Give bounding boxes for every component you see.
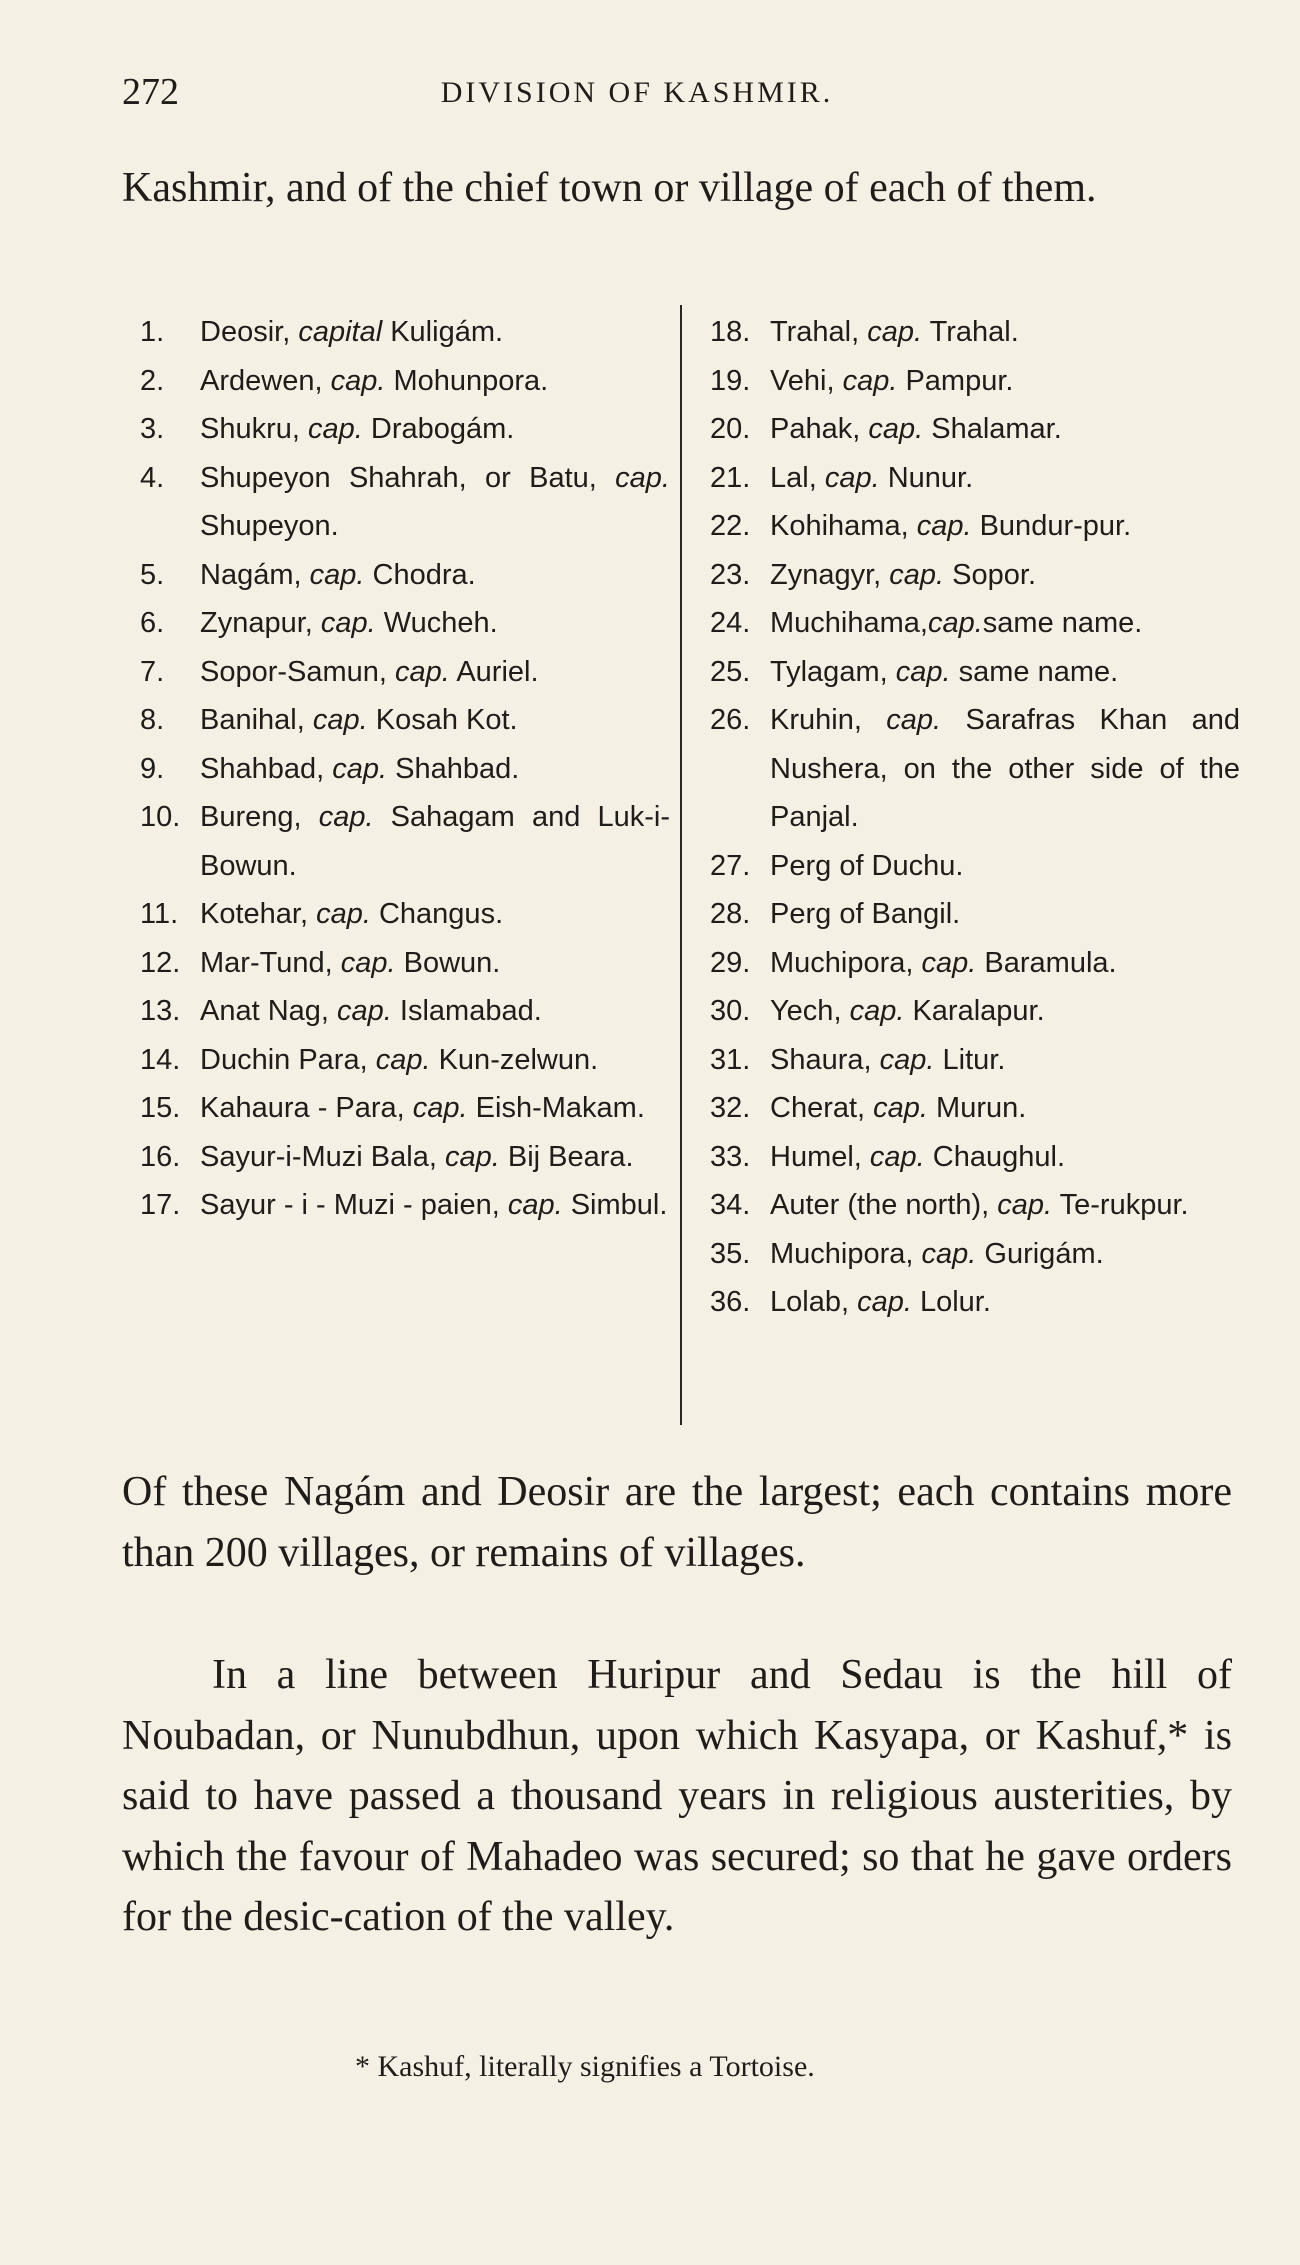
list-item — [710, 1084, 1240, 1133]
list-item-number: 1. — [140, 316, 165, 348]
division-name: Sopor-Samun, — [200, 655, 396, 688]
division-name: Mar-Tund, — [200, 946, 341, 979]
list-item-number: 21. — [710, 461, 751, 494]
list-item-text — [200, 793, 670, 890]
list-item-number: 6. — [140, 607, 165, 639]
list-item-number: 13. — [140, 995, 181, 1027]
list-item — [710, 1036, 1240, 1085]
capital-abbrev: cap. — [332, 752, 388, 785]
list-item-text — [200, 890, 670, 939]
list-item — [710, 405, 1240, 454]
list-item-number: 14. — [140, 1043, 181, 1076]
division-name: Lal, — [770, 461, 825, 494]
list-item-number: 29. — [710, 946, 751, 979]
list-item — [140, 939, 670, 988]
capital-abbrev: cap. — [312, 704, 368, 736]
running-head: DIVISION OF KASHMIR. — [440, 76, 834, 109]
list-item-number: 31. — [710, 1043, 751, 1076]
list-item-number: 17. — [140, 1189, 181, 1221]
division-name: Kotehar, — [200, 898, 317, 930]
list-item — [710, 357, 1240, 406]
list-item — [140, 1133, 670, 1182]
list-item — [140, 793, 670, 890]
capital-abbrev: cap. — [879, 1043, 935, 1076]
list-item-number: 27. — [710, 849, 751, 882]
capital-abbrev: cap. — [308, 413, 363, 445]
capital-abbrev: cap. — [375, 1043, 431, 1076]
capital-abbrev: cap. — [916, 510, 972, 542]
capital-name: Mohunpora. — [385, 364, 549, 397]
division-name: Kahaura - Para, — [200, 1092, 413, 1124]
capital-name: Nunur. — [879, 461, 974, 494]
capital-name: Sahagam and Luk-i-Bowun. — [200, 801, 670, 882]
division-name: Zynapur, — [200, 607, 321, 639]
list-item-text — [770, 987, 1240, 1036]
capital-name: Te-rukpur. — [1052, 1189, 1189, 1221]
capital-name: Changus. — [370, 898, 504, 930]
list-item — [140, 648, 670, 697]
capital-abbrev: cap. — [615, 461, 670, 494]
list-item-number: 18. — [710, 316, 751, 348]
list-item-text — [770, 939, 1240, 988]
capital-abbrev: cap. — [921, 946, 977, 979]
list-item-text — [200, 308, 670, 357]
list-item-text — [200, 1084, 670, 1133]
capital-abbrev: cap. — [340, 946, 396, 979]
capital-name: Shahbad. — [387, 752, 520, 785]
list-item-text — [770, 551, 1240, 600]
list-item — [710, 454, 1240, 503]
list-item — [140, 405, 670, 454]
list-item — [140, 599, 670, 648]
division-name: Nagám, — [200, 558, 310, 591]
list-item-text — [770, 648, 1240, 697]
division-name: Shahbad, — [200, 752, 333, 785]
division-name: Tylagam, — [770, 655, 896, 688]
division-name: Vehi, — [770, 364, 843, 397]
list-item — [710, 1230, 1240, 1279]
list-item — [140, 308, 670, 357]
capital-name: Bij Beara. — [499, 1140, 634, 1173]
list-item-number: 10. — [140, 801, 181, 833]
list-item — [140, 551, 670, 600]
division-name: Muchipora, — [770, 1237, 922, 1270]
list-item-text — [770, 454, 1240, 503]
list-item-number: 26. — [710, 704, 751, 736]
capital-abbrev: cap. — [927, 607, 983, 639]
list-item-number: 33. — [710, 1140, 751, 1173]
list-item-text — [770, 308, 1240, 357]
division-name: Shupeyon Shahrah, or Batu, — [200, 461, 616, 494]
list-item-number: 35. — [710, 1237, 751, 1270]
division-name: Muchipora, — [770, 946, 922, 979]
list-item-text — [200, 405, 670, 454]
list-item-number: 11. — [140, 898, 179, 930]
list-item-text — [770, 357, 1240, 406]
list-item-text — [200, 1036, 670, 1085]
list-item-number: 12. — [140, 946, 181, 979]
capital-name: same name. — [950, 655, 1119, 688]
list-item-number: 32. — [710, 1092, 751, 1124]
capital-name: Eish-Makam. — [467, 1092, 645, 1124]
capital-name: Islamabad. — [391, 995, 542, 1027]
list-item-number: 34. — [710, 1189, 751, 1221]
list-item-number: 2. — [140, 364, 165, 397]
list-item-number: 22. — [710, 510, 751, 542]
list-item-text — [770, 1133, 1240, 1182]
list-item-text — [770, 890, 1240, 939]
capital-abbrev: cap. — [886, 704, 942, 736]
capital-abbrev: cap. — [842, 364, 898, 397]
capital-name: Sopor. — [944, 558, 1037, 591]
list-item — [710, 696, 1240, 842]
list-item-text — [200, 454, 670, 551]
capital-abbrev: cap. — [997, 1189, 1053, 1221]
list-item-text — [770, 1036, 1240, 1085]
division-name: Banihal, — [200, 704, 313, 736]
list-item-text — [770, 502, 1240, 551]
list-item-text — [770, 405, 1240, 454]
list-item — [140, 357, 670, 406]
division-list-right — [710, 308, 1240, 1327]
capital-abbrev: cap. — [895, 655, 951, 688]
division-name: Pahak, — [770, 413, 869, 445]
division-name: Duchin Para, — [200, 1043, 376, 1076]
capital-abbrev: cap. — [309, 558, 365, 591]
capital-name: Shupeyon. — [200, 510, 339, 542]
capital-name: Drabogám. — [362, 413, 515, 445]
list-item — [710, 890, 1240, 939]
list-item — [140, 696, 670, 745]
list-item — [710, 1181, 1240, 1230]
list-item — [140, 890, 670, 939]
capital-abbrev: cap. — [873, 1092, 928, 1124]
capital-abbrev: capital — [298, 316, 383, 348]
capital-name: Karalapur. — [904, 995, 1045, 1027]
list-item — [710, 551, 1240, 600]
division-name: Zynagyr, — [770, 558, 890, 591]
capital-name: Pampur. — [897, 364, 1014, 397]
capital-name: Litur. — [934, 1043, 1006, 1076]
capital-name: Chaughul. — [924, 1140, 1066, 1173]
capital-abbrev: cap. — [868, 413, 924, 445]
capital-abbrev: cap. — [869, 1140, 925, 1173]
division-name: Yech, — [770, 995, 850, 1027]
body-paragraph-2: In a line between Huripur and Sedau is the hill of Noubadan, or Nunubdhun, upon which Kasyapa, or Kashuf,* is said to have passed a thousand years in religious austerities, by which the favour of Mahadeo was secured; so that he gave orders for the desic-cation of the valley. — [122, 1652, 1232, 1940]
capital-abbrev: cap. — [320, 607, 376, 639]
body-paragraph-1: Of these Nagám and Deosir are the largest; each contains more than 200 villages, or remains of villages. — [122, 1469, 1232, 1576]
list-item-text — [770, 1084, 1240, 1133]
capital-abbrev: cap. — [412, 1092, 468, 1124]
list-item-text — [770, 696, 1240, 842]
list-item — [140, 454, 670, 551]
capital-abbrev: cap. — [824, 461, 880, 494]
capital-abbrev: cap. — [318, 801, 374, 833]
division-name: Perg of Duchu. — [770, 849, 964, 882]
list-item-text — [770, 1181, 1240, 1230]
division-name: Deosir, — [200, 316, 299, 348]
capital-abbrev: cap. — [316, 898, 371, 930]
list-item-number: 9. — [140, 752, 165, 785]
capital-abbrev: cap. — [444, 1140, 500, 1173]
list-item-text — [200, 939, 670, 988]
list-item-text — [200, 648, 670, 697]
page-number: 272 — [122, 71, 179, 113]
list-item-number: 20. — [710, 413, 751, 445]
list-item-text — [200, 696, 670, 745]
capital-name: Kosah Kot. — [367, 704, 518, 736]
capital-name: Simbul. — [562, 1189, 668, 1221]
list-item — [710, 987, 1240, 1036]
division-name: Lolab, — [770, 1286, 858, 1318]
list-item-text — [200, 357, 670, 406]
list-item-number: 23. — [710, 558, 751, 591]
list-item-text — [770, 1230, 1240, 1279]
capital-name: same name. — [982, 607, 1143, 639]
capital-abbrev: cap. — [857, 1286, 912, 1318]
list-item-number: 3. — [140, 413, 165, 445]
list-item-number: 30. — [710, 995, 751, 1027]
list-item-text — [770, 1278, 1240, 1327]
list-item-text — [200, 1133, 670, 1182]
list-item-text — [200, 745, 670, 794]
list-item-text — [200, 1181, 670, 1230]
capital-abbrev: cap. — [507, 1189, 563, 1221]
list-item — [710, 599, 1240, 648]
list-item — [140, 1036, 670, 1085]
list-item-number: 25. — [710, 655, 751, 688]
footnote: * Kashuf, literally signifies a Tortoise. — [355, 2050, 815, 2083]
capital-name: Kuligám. — [382, 316, 504, 348]
division-name: Cherat, — [770, 1092, 874, 1124]
column-divider — [680, 305, 682, 1425]
list-item-number: 19. — [710, 364, 751, 397]
list-item-text — [770, 842, 1240, 891]
capital-name: Wucheh. — [375, 607, 498, 639]
capital-abbrev: cap. — [395, 655, 450, 688]
list-item-number: 36. — [710, 1286, 751, 1318]
list-item-text — [200, 599, 670, 648]
list-item-number: 15. — [140, 1092, 181, 1124]
capital-name: Auriel. — [449, 655, 539, 688]
intro-text: Kashmir, and of the chief town or village of each of them. — [122, 165, 1097, 211]
capital-name: Lolur. — [911, 1286, 991, 1318]
list-item — [710, 939, 1240, 988]
capital-name: Bowun. — [395, 946, 501, 979]
division-name: Sayur - i - Muzi - paien, — [200, 1189, 508, 1221]
list-item — [710, 308, 1240, 357]
capital-abbrev: cap. — [337, 995, 392, 1027]
division-name: Sayur-i-Muzi Bala, — [200, 1140, 445, 1173]
list-item-number: 28. — [710, 898, 751, 930]
list-item-number: 8. — [140, 704, 165, 736]
capital-name: Sarafras Khan and Nushera, on the other side of the Panjal. — [770, 704, 1240, 833]
list-item — [140, 745, 670, 794]
list-item — [140, 987, 670, 1036]
division-name: Ardewen, — [200, 364, 331, 397]
list-item-number: 7. — [140, 655, 165, 688]
capital-name: Bundur-pur. — [971, 510, 1132, 542]
division-name: Anat Nag, — [200, 995, 338, 1027]
division-list-left — [140, 308, 670, 1230]
capital-name: Trahal. — [922, 316, 1019, 348]
list-item-text — [200, 551, 670, 600]
division-name: Auter (the north), — [770, 1189, 998, 1221]
list-item — [710, 648, 1240, 697]
list-item-text — [200, 987, 670, 1036]
capital-name: Gurigám. — [976, 1237, 1104, 1270]
capital-name: Kun-zelwun. — [430, 1043, 599, 1076]
division-name: Shaura, — [770, 1043, 880, 1076]
division-name: Shukru, — [200, 413, 308, 445]
list-item — [710, 1278, 1240, 1327]
list-item-number: 5. — [140, 558, 165, 591]
capital-abbrev: cap. — [889, 558, 945, 591]
list-item — [140, 1181, 670, 1230]
capital-name: Murun. — [928, 1092, 1027, 1124]
list-item — [710, 1133, 1240, 1182]
division-name: Trahal, — [770, 316, 868, 348]
capital-abbrev: cap. — [849, 995, 905, 1027]
capital-name: Baramula. — [976, 946, 1117, 979]
list-item-number: 16. — [140, 1140, 181, 1173]
division-name: Bureng, — [200, 801, 319, 833]
division-name: Perg of Bangil. — [770, 898, 961, 930]
list-item — [710, 842, 1240, 891]
list-item-number: 24. — [710, 607, 751, 639]
list-item-text — [770, 599, 1240, 648]
division-name: Muchihama, — [770, 607, 928, 639]
division-name: Kohihama, — [770, 510, 917, 542]
capital-name: Shalamar. — [923, 413, 1062, 445]
list-item — [140, 1084, 670, 1133]
page-header — [122, 70, 1152, 120]
list-item-number: 4. — [140, 461, 165, 494]
capital-abbrev: cap. — [330, 364, 386, 397]
capital-abbrev: cap. — [921, 1237, 977, 1270]
capital-abbrev: cap. — [867, 316, 923, 348]
division-name: Kruhin, — [770, 704, 887, 736]
capital-name: Chodra. — [364, 558, 476, 591]
list-item — [710, 502, 1240, 551]
division-name: Humel, — [770, 1140, 870, 1173]
